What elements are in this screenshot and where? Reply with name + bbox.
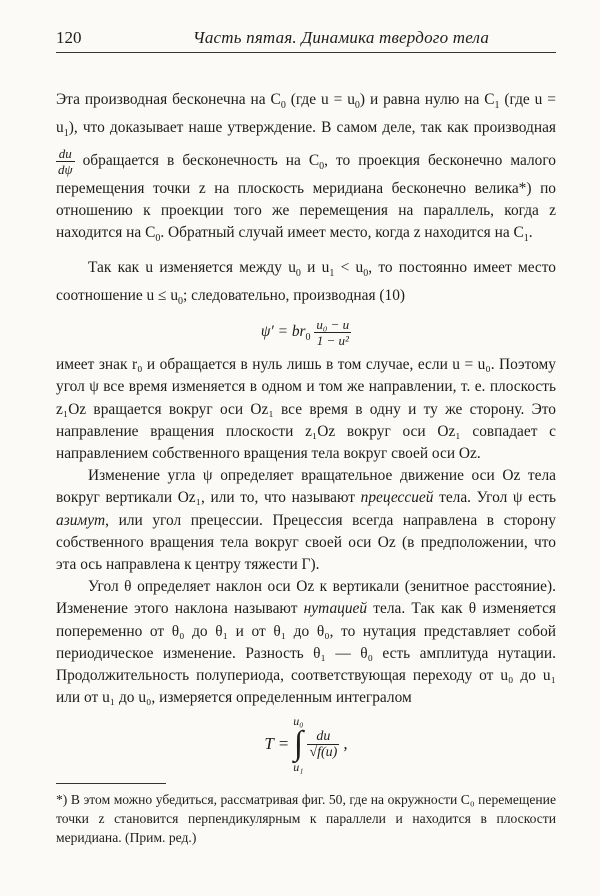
- page-body: [56, 89, 556, 847]
- page-header: [56, 28, 556, 53]
- paragraph-5: Угол θ определяет наклон оси Oz к вертикали (зенитное расстояние). Изменение этого наклона называют нутацией тела. Так как θ изменяется попеременно от θ₀ до θ₁ и от θ₁ до θ₀, то нутация представляет собой периодическое изменение. Разность θ₁ — θ₀ есть амплитуда нутации. Продолжительность полупериода, соответствующая переходу от u₀ до u₁ или от u₁ до u₀, измеряется определенным интегралом: [56, 578, 556, 707]
- integral-sign: u₀ ∫ u₁: [293, 714, 304, 775]
- derivative-fraction: $\frac{du}{d\psi}$: [58, 145, 73, 177]
- formula-psi-prime: $\psi' = br_0$ $\frac{\text{u₀ − u}}{\text{1 − u²}}$: [260, 317, 350, 349]
- paragraph-4: Изменение угла ψ определяет вращательное движение оси Oz тела вокруг вертикали Oz₁, или то, что называют прецессией тела. Угол ψ есть азимут, или угол прецессии. Прецессия всегда направлена в сторону собственного вращения тела вокруг своей оси Oz (в предположении, что эта ось направлена к центру тяжести Γ).: [56, 467, 556, 574]
- paragraph-2: Так как u изменяется между $u_0$ и $u_1 < u_0$, то постоянно имеет место соотношение $u \le u_0$; следовательно, производная (10): [56, 258, 556, 307]
- footnote-rule: [56, 783, 166, 784]
- running-title: Часть пятая. Динамика твердого тела: [192, 28, 490, 47]
- formula-half-period: T = u₀ ∫ u₁ $\frac{du}{√f(u)}$ ,: [264, 714, 348, 775]
- page-number: 120: [56, 28, 82, 47]
- paragraph-1: Эта производная бесконечна на $C_0$ (где $u = u_0$) и равна нулю на $C_1$ (где $u = u_1$), что доказывает наше утверждение. В самом деле, так как производная $\frac{du}{d\psi}$ обращается в бесконечность на $C_0$, то проекция бесконечно малого перемещения точки z на плоскость меридиана бесконечно велика*) по отношению к проекции того же перемещения на параллель, когда z находится на $C_0$. Обратный случай имеет место, когда z находится на $C_1$.: [56, 91, 556, 245]
- paragraph-3: имеет знак r₀ и обращается в нуль лишь в том случае, если u = u₀. Поэтому угол ψ все время изменяется в одном и том же направлении, т. е. плоскость z₁Oz вращается вокруг оси Oz₁ все время в одну и ту же сторону. Это направление вращения плоскости z₁Oz вокруг оси Oz₁ совпадает с направлением собственного вращения тела вокруг своей оси Oz.: [56, 356, 556, 463]
- book-page: [56, 28, 556, 847]
- footnote: *) В этом можно убедиться, рассматривая фиг. 50, где на окружности C₀ перемещение точки z становится перпендикулярным к параллели и находится в плоскости меридиана. (Прим. ред.): [56, 792, 556, 846]
